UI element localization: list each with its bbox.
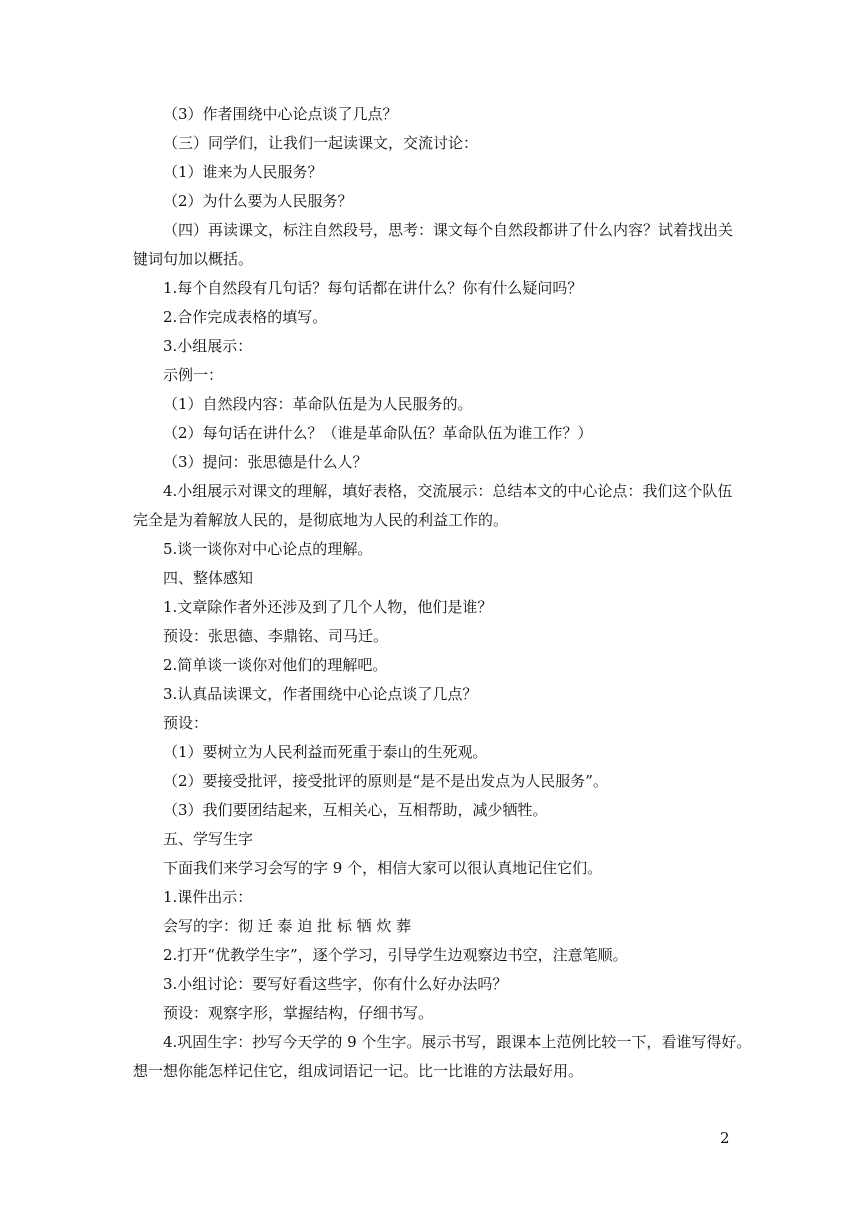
text-line: 1.文章除作者外还涉及到了几个人物，他们是谁？ — [163, 598, 493, 616]
text-line: 想一想你能怎样记住它，组成词语记一记。比一比谁的方法最好用。 — [133, 1062, 584, 1080]
text-line: 下面我们来学习会写的字 9 个，相信大家可以很认真地记住它们。 — [163, 859, 603, 877]
text-line: （2）要接受批评，接受批评的原则是“是不是出发点为人民服务”。 — [163, 772, 608, 790]
text-line: 2.打开“优教学生字”，逐个学习，引导学生边观察边书空，注意笔顺。 — [163, 946, 628, 964]
page-number: 2 — [720, 1129, 730, 1147]
text-line: （2）为什么要为人民服务？ — [163, 192, 353, 210]
text-line: 4.小组展示对课文的理解，填好表格，交流展示：总结本文的中心论点：我们这个队伍 — [163, 482, 733, 500]
text-line: 3.小组展示： — [163, 337, 253, 355]
text-line: 2.简单谈一谈你对他们的理解吧。 — [163, 656, 388, 674]
text-line: （3）我们要团结起来，互相关心，互相帮助，减少牺牲。 — [163, 801, 548, 819]
text-line: 预设： — [163, 714, 209, 732]
text-line: 3.小组讨论：要写好看这些字，你有什么好办法吗？ — [163, 975, 508, 993]
text-line: 1.每个自然段有几句话？每句话都在讲什么？你有什么疑问吗？ — [163, 279, 583, 297]
text-line: 2.合作完成表格的填写。 — [163, 308, 328, 326]
section-heading: 五、学写生字 — [163, 830, 254, 848]
text-line: 示例一： — [163, 366, 224, 384]
text-line: 4.巩固生字：抄写今天学的 9 个生字。展示书写，跟课本上范例比较一下，看谁写得好。 — [163, 1033, 752, 1051]
text-line: 预设：观察字形，掌握结构，仔细书写。 — [163, 1004, 434, 1022]
text-line: （1）要树立为人民利益而死重于泰山的生死观。 — [163, 743, 488, 761]
section-heading: 四、整体感知 — [163, 569, 254, 587]
text-line: 1.课件出示： — [163, 888, 253, 906]
text-line: （3）作者围绕中心论点谈了几点？ — [163, 105, 398, 123]
text-line: 完全是为着解放人民的，是彻底地为人民的利益工作的。 — [133, 511, 509, 529]
text-line: 5.谈一谈你对中心论点的理解。 — [163, 540, 373, 558]
text-line: （1）自然段内容：革命队伍是为人民服务的。 — [163, 395, 473, 413]
character-list: 会写的字：彻 迁 泰 迫 批 标 牺 炊 葬 — [163, 917, 412, 935]
text-line: 3.认真品读课文，作者围绕中心论点谈了几点？ — [163, 685, 478, 703]
text-line: （3）提问：张思德是什么人？ — [163, 453, 368, 471]
text-line: （1）谁来为人民服务？ — [163, 163, 323, 181]
text-line: 预设：张思德、李鼎铭、司马迁。 — [163, 627, 389, 645]
section-heading: （三）同学们，让我们一起读课文，交流讨论： — [163, 134, 479, 152]
text-line: 键词句加以概括。 — [133, 250, 254, 268]
text-line: （2）每句话在讲什么？（谁是革命队伍？革命队伍为谁工作？） — [163, 424, 593, 442]
section-heading: （四）再读课文，标注自然段号，思考：课文每个自然段都讲了什么内容？试着找出关 — [163, 221, 734, 239]
document-body — [133, 100, 752, 1086]
